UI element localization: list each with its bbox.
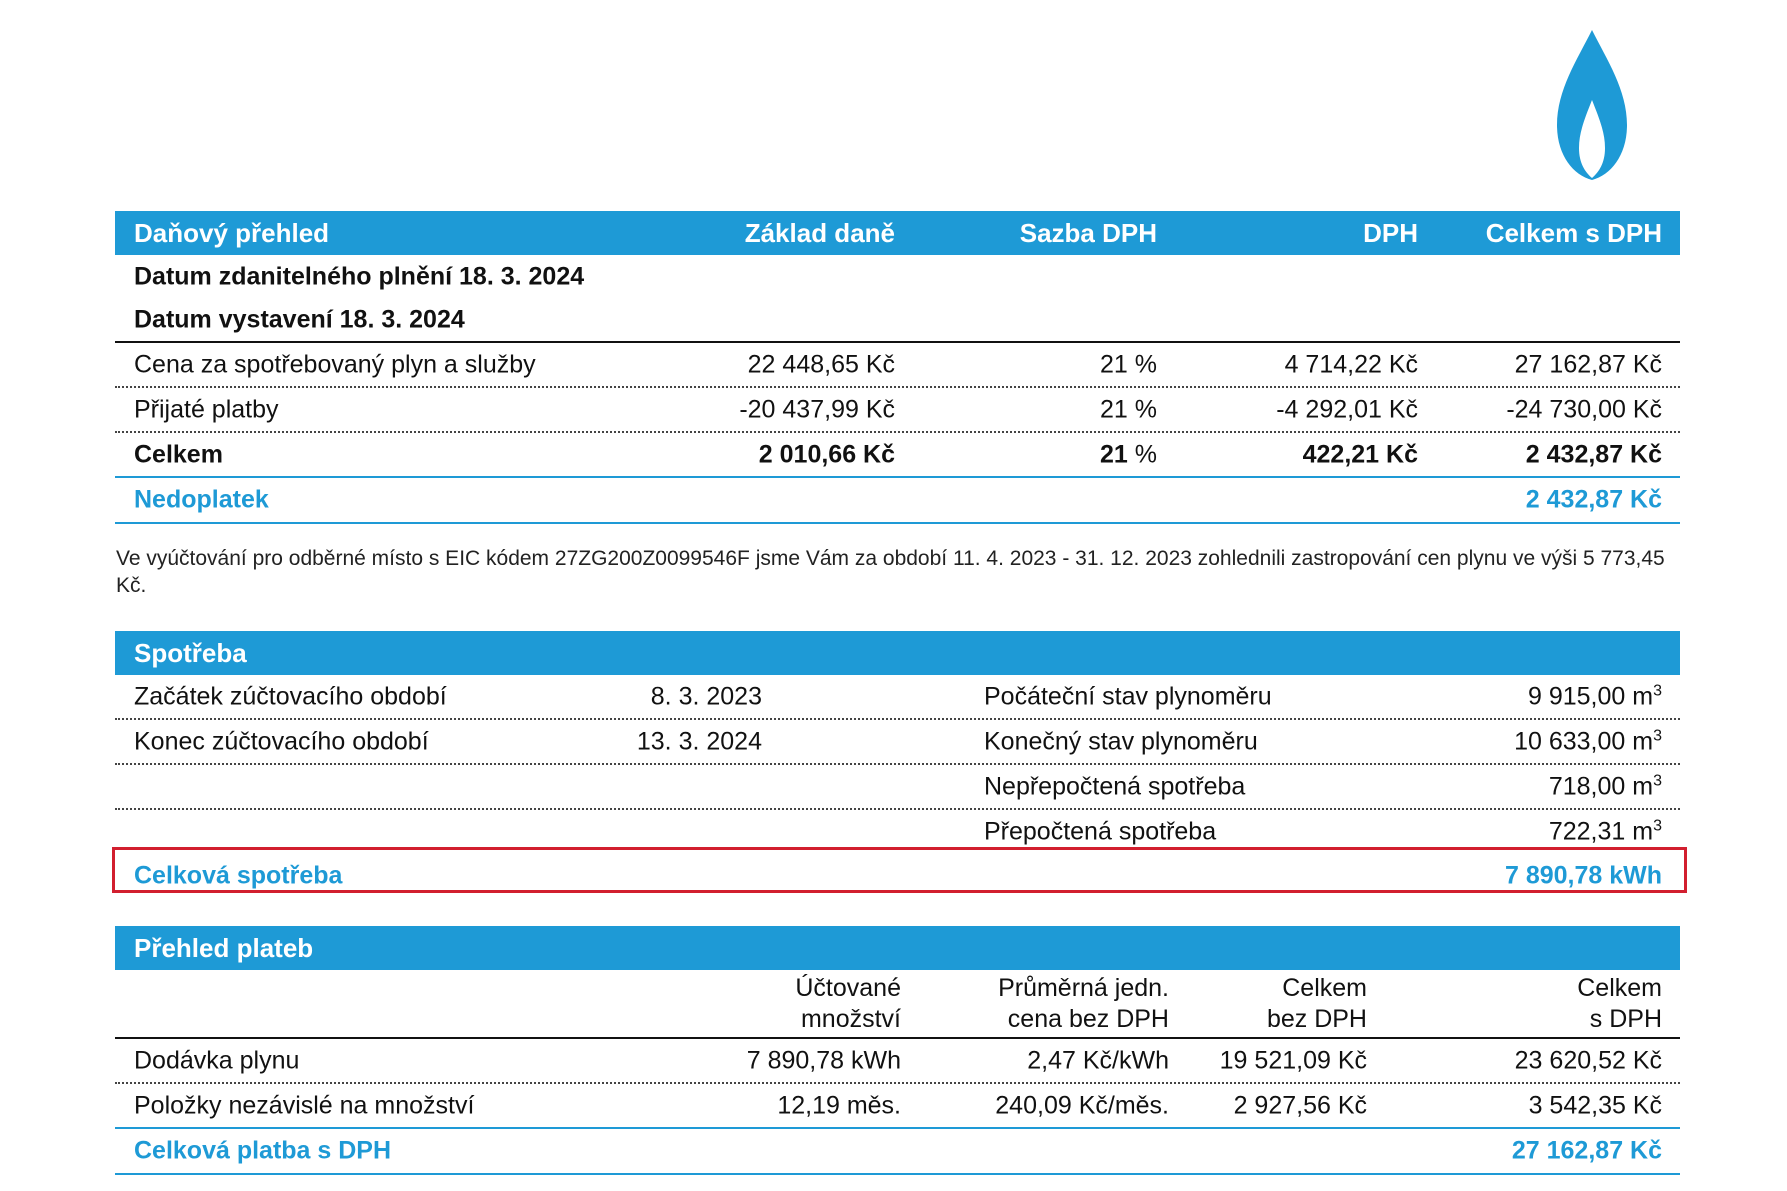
payments-column-headers <box>115 970 1680 1039</box>
flame-icon <box>1557 30 1627 180</box>
col-unit-price-line2: cena bez DPH <box>1007 1004 1169 1033</box>
raw-consumption-label: Nepřepočtená spotřeba <box>984 772 1246 800</box>
unit-superscript: 3 <box>1653 771 1662 789</box>
row-base: 22 448,65 Kč <box>747 350 895 378</box>
highlight-box <box>112 847 1687 893</box>
underpayment-row <box>115 478 1680 524</box>
meter-end-value <box>1514 727 1662 756</box>
raw-consumption-value <box>1549 772 1662 801</box>
tax-header-vat: DPH <box>1363 218 1418 248</box>
date-issued: Datum vystavení 18. 3. 2024 <box>134 305 465 333</box>
row-label: Položky nezávislé na množství <box>134 1091 475 1119</box>
row-total: 27 162,87 Kč <box>1514 350 1662 378</box>
table-row <box>115 1039 1680 1084</box>
col-net-total-line2: bez DPH <box>1266 1004 1367 1033</box>
total-consumption-label: Celková spotřeba <box>134 861 343 890</box>
row-gross: 3 542,35 Kč <box>1528 1091 1662 1119</box>
table-row <box>115 388 1680 433</box>
row-quantity: 7 890,78 kWh <box>746 1046 901 1074</box>
meter-end-number: 10 633,00 m <box>1514 727 1654 756</box>
row-label: Cena za spotřebovaný plyn a služby <box>134 350 536 378</box>
row-gross: 23 620,52 Kč <box>1514 1046 1662 1074</box>
sum-rate <box>1100 440 1157 469</box>
sum-rate-sign: % <box>1134 440 1157 468</box>
table-row <box>115 675 1680 720</box>
date-taxable: Datum zdanitelného plnění 18. 3. 2024 <box>134 262 585 290</box>
row-net: 2 927,56 Kč <box>1233 1091 1367 1119</box>
tax-header-rate: Sazba DPH <box>1019 218 1157 248</box>
row-quantity: 12,19 měs. <box>777 1091 901 1119</box>
meter-start-value <box>1528 682 1662 711</box>
underpayment-label: Nedoplatek <box>134 485 269 514</box>
col-gross-total-line2: s DPH <box>1589 1004 1662 1033</box>
table-row <box>115 341 1680 388</box>
col-gross-total <box>1577 973 1662 1035</box>
col-net-total <box>1267 973 1367 1035</box>
table-row <box>115 720 1680 765</box>
period-end-label: Konec zúčtovacího období <box>134 727 429 755</box>
unit-superscript: 3 <box>1653 726 1662 744</box>
total-payment-row <box>115 1129 1680 1175</box>
meter-start-label: Počáteční stav plynoměru <box>984 682 1272 710</box>
col-gross-total-line1: Celkem <box>1577 973 1662 1002</box>
tax-overview-section <box>115 211 1680 524</box>
converted-consumption-number: 722,31 m <box>1548 817 1654 846</box>
price-cap-note: Ve vyúčtování pro odběrné místo s EIC kódem 27ZG200Z0099546F jsme Vám za období 11. 4. 2023 - 31. 12. 2023 zohlednili zastropování cen plynu ve výši 5 773,45 Kč. <box>116 547 1665 597</box>
col-quantity-line1: Účtované <box>795 973 901 1002</box>
unit-superscript: 3 <box>1653 816 1662 834</box>
table-row <box>115 1084 1680 1129</box>
consumption-header <box>115 631 1680 675</box>
period-end-value: 13. 3. 2024 <box>636 727 762 755</box>
meter-start-number: 9 915,00 m <box>1528 682 1654 711</box>
consumption-title: Spotřeba <box>134 638 247 668</box>
col-unit-price <box>998 973 1169 1035</box>
row-rate: 21 % <box>1100 350 1157 378</box>
tax-overview-header <box>115 211 1680 255</box>
row-total: -24 730,00 Kč <box>1506 395 1662 423</box>
sum-rate-number: 21 <box>1100 440 1128 468</box>
row-label: Přijaté platby <box>134 395 279 423</box>
raw-consumption-number: 718,00 m <box>1548 772 1654 801</box>
sum-base: 2 010,66 Kč <box>758 440 895 468</box>
converted-consumption-value <box>1549 817 1662 846</box>
tax-sum-row <box>115 433 1680 478</box>
row-vat: -4 292,01 Kč <box>1276 395 1418 423</box>
date-issued-row <box>115 298 1680 341</box>
row-vat: 4 714,22 Kč <box>1284 350 1418 378</box>
col-quantity-line2: množství <box>800 1004 901 1033</box>
sum-vat: 422,21 Kč <box>1302 440 1418 468</box>
date-taxable-row <box>115 255 1680 298</box>
col-unit-price-line1: Průměrná jedn. <box>998 973 1169 1002</box>
payments-title: Přehled plateb <box>134 933 314 963</box>
row-net: 19 521,09 Kč <box>1219 1046 1367 1074</box>
row-unit-price: 2,47 Kč/kWh <box>1027 1046 1169 1074</box>
sum-label: Celkem <box>134 440 223 468</box>
payments-header <box>115 926 1680 970</box>
unit-superscript: 3 <box>1653 681 1662 699</box>
col-net-total-line1: Celkem <box>1282 973 1367 1002</box>
row-base: -20 437,99 Kč <box>739 395 895 423</box>
tax-header-base: Základ daně <box>744 218 895 248</box>
row-unit-price: 240,09 Kč/měs. <box>995 1091 1169 1119</box>
period-start-label: Začátek zúčtovacího období <box>134 682 447 710</box>
underpayment-value: 2 432,87 Kč <box>1525 485 1662 514</box>
tax-header-title: Daňový přehled <box>134 218 330 248</box>
tax-header-total: Celkem s DPH <box>1485 218 1662 248</box>
row-label: Dodávka plynu <box>134 1046 300 1074</box>
total-payment-value: 27 162,87 Kč <box>1511 1136 1662 1165</box>
row-rate: 21 % <box>1100 395 1157 423</box>
total-consumption-value: 7 890,78 kWh <box>1504 861 1662 890</box>
converted-consumption-label: Přepočtená spotřeba <box>984 817 1217 845</box>
total-payment-label: Celková platba s DPH <box>134 1136 392 1165</box>
col-quantity <box>795 973 901 1035</box>
sum-total: 2 432,87 Kč <box>1525 440 1662 468</box>
payments-section <box>115 926 1680 1175</box>
table-row <box>115 765 1680 810</box>
meter-end-label: Konečný stav plynoměru <box>984 727 1258 755</box>
period-start-value: 8. 3. 2023 <box>650 682 762 710</box>
